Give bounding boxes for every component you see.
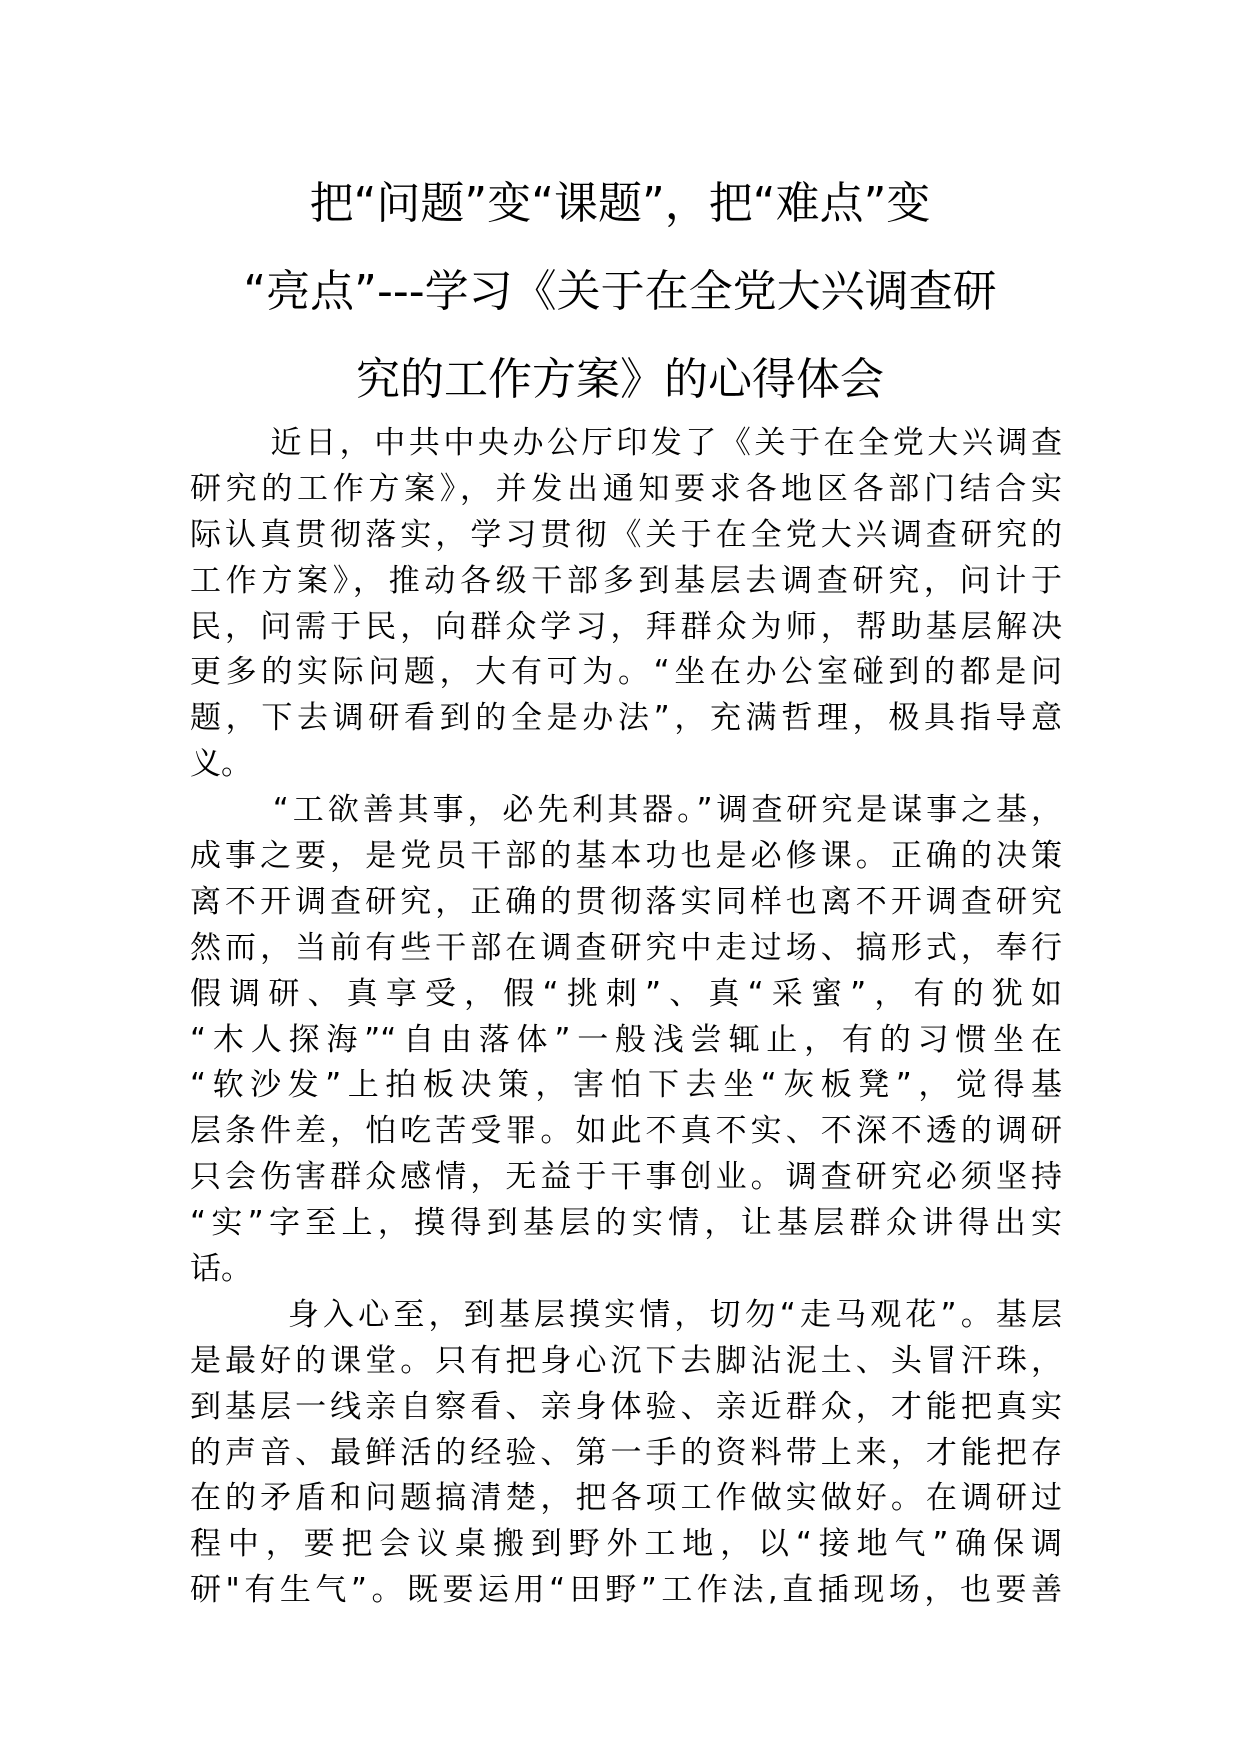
text-line: 是最好的课堂。只有把身心沉下去脚沾泥土、头冒汗珠， — [190, 1342, 1062, 1379]
document-title — [190, 160, 1050, 424]
text-line: 成事之要，是党员干部的基本功也是必修课。正确的决策 — [190, 838, 1062, 875]
paragraph-intro — [190, 421, 1062, 788]
title-line: “亮点”---学习《关于在全党大兴调查研 — [243, 266, 997, 317]
text-line: 程中，要把会议桌搬到野外工地，以“接地气”确保调 — [190, 1526, 1062, 1563]
title-line: 究的工作方案》的心得体会 — [356, 354, 884, 405]
text-line: 身入心至，到基层摸实情，切勿“走马观花”。基层 — [190, 1296, 1062, 1333]
text-line: “软沙发”上拍板决策，害怕下去坐“灰板凳”，觉得基 — [190, 1067, 1062, 1104]
text-line: 研究的工作方案》，并发出通知要求各地区各部门结合实 — [190, 470, 1062, 507]
text-line: 层条件差，怕吃苦受罪。如此不真不实、不深不透的调研 — [190, 1113, 1062, 1150]
text-line: 的声音、最鲜活的经验、第一手的资料带上来，才能把存 — [190, 1434, 1062, 1471]
text-line: 义。 — [190, 746, 252, 783]
text-line: 在的矛盾和问题搞清楚，把各项工作做实做好。在调研过 — [190, 1480, 1062, 1517]
text-line: 题，下去调研看到的全是办法”，充满哲理，极具指导意 — [190, 700, 1062, 737]
text-line: “实”字至上，摸得到基层的实情，让基层群众讲得出实 — [190, 1205, 1062, 1242]
text-line: 近日，中共中央办公厅印发了《关于在全党大兴调查 — [190, 425, 1062, 461]
text-line: 然而，当前有些干部在调查研究中走过场、搞形式，奉行 — [190, 929, 1062, 966]
text-line: 工作方案》，推动各级干部多到基层去调查研究，问计于 — [190, 562, 1062, 599]
text-line: 到基层一线亲自察看、亲身体验、亲近群众，才能把真实 — [190, 1388, 1062, 1425]
text-line: 假调研、真享受，假“挑刺”、真“采蜜”，有的犹如 — [190, 975, 1062, 1012]
text-line: 话。 — [190, 1251, 252, 1288]
document-body — [190, 421, 1062, 1614]
text-line: 离不开调查研究，正确的贯彻落实同样也离不开调查研究 — [190, 883, 1062, 920]
text-line: 更多的实际问题，大有可为。“坐在办公室碰到的都是问 — [190, 654, 1062, 691]
text-line: “工欲善其事，必先利其器。”调查研究是谋事之基， — [190, 792, 1062, 829]
paragraph-grassroots — [190, 1293, 1062, 1614]
text-line: “木人探海”“自由落体”一般浅尝辄止，有的习惯坐在 — [190, 1021, 1062, 1058]
text-line: 只会伤害群众感情，无益于干事创业。调查研究必须坚持 — [190, 1159, 1062, 1196]
paragraph-tools — [190, 788, 1062, 1293]
text-line: 研"有生气”。既要运用“田野”工作法,直插现场，也要善 — [190, 1572, 1062, 1609]
title-line: 把“问题”变“课题”，把“难点”变 — [309, 178, 931, 229]
text-line: 民，问需于民，向群众学习，拜群众为师，帮助基层解决 — [190, 608, 1062, 645]
text-line: 际认真贯彻落实，学习贯彻《关于在全党大兴调查研究的 — [190, 516, 1062, 553]
